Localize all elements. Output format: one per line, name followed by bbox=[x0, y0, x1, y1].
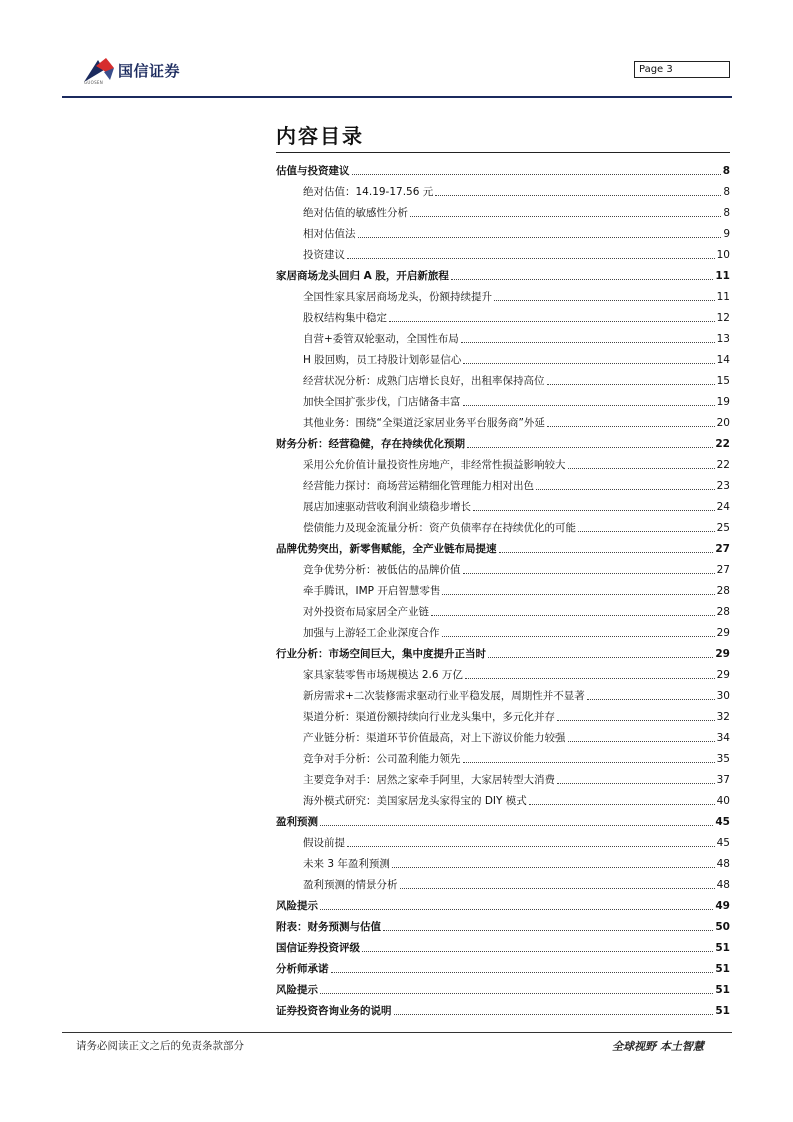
toc-subsection-entry[interactable] bbox=[276, 221, 730, 242]
toc-entry-label: 股权结构集中稳定 bbox=[303, 312, 387, 324]
toc-entry-page: 45 bbox=[715, 816, 730, 828]
toc-section-entry[interactable] bbox=[276, 998, 730, 1019]
toc-dot-leader bbox=[442, 636, 715, 637]
toc-dot-leader bbox=[461, 342, 715, 343]
toc-entry-page: 48 bbox=[716, 858, 730, 870]
toc-subsection-entry[interactable] bbox=[276, 851, 730, 872]
toc-section-entry[interactable] bbox=[276, 809, 730, 830]
toc-dot-leader bbox=[435, 195, 721, 196]
toc-entry-label: 盈利预测的情景分析 bbox=[303, 879, 398, 891]
toc-dot-leader bbox=[467, 447, 713, 448]
toc-entry-label: H 股回购，员工持股计划彰显信心 bbox=[303, 354, 462, 366]
toc-dot-leader bbox=[568, 741, 715, 742]
toc-subsection-entry[interactable] bbox=[276, 452, 730, 473]
toc-dot-leader bbox=[568, 468, 715, 469]
toc-entry-page: 24 bbox=[716, 501, 730, 513]
toc-subsection-entry[interactable] bbox=[276, 599, 730, 620]
toc-entry-page: 51 bbox=[715, 942, 730, 954]
toc-dot-leader bbox=[578, 531, 715, 532]
toc-dot-leader bbox=[431, 615, 715, 616]
toc-subsection-entry[interactable] bbox=[276, 578, 730, 599]
toc-entry-page: 51 bbox=[715, 963, 730, 975]
logo-text: 国信证券 bbox=[118, 62, 181, 80]
toc-entry-page: 23 bbox=[716, 480, 730, 492]
toc-entry-label: 竞争对手分析：公司盈利能力领先 bbox=[303, 753, 461, 765]
toc-dot-leader bbox=[451, 279, 713, 280]
toc-entry-page: 14 bbox=[716, 354, 730, 366]
toc-entry-page: 11 bbox=[715, 270, 730, 282]
toc-entry-page: 15 bbox=[716, 375, 730, 387]
toc-dot-leader bbox=[442, 594, 714, 595]
toc-subsection-entry[interactable] bbox=[276, 389, 730, 410]
toc-entry-label: 全国性家具家居商场龙头，份额持续提升 bbox=[303, 291, 492, 303]
toc-entry-label: 经营状况分析：成熟门店增长良好，出租率保持高位 bbox=[303, 375, 545, 387]
toc-subsection-entry[interactable] bbox=[276, 557, 730, 578]
toc-dot-leader bbox=[320, 825, 713, 826]
toc-section-entry[interactable] bbox=[276, 956, 730, 977]
toc-entry-label: 国信证券投资评级 bbox=[276, 942, 360, 954]
toc-subsection-entry[interactable] bbox=[276, 326, 730, 347]
footer-divider bbox=[62, 1032, 732, 1033]
toc-entry-page: 29 bbox=[716, 669, 730, 681]
toc-entry-page: 51 bbox=[715, 1005, 730, 1017]
toc-dot-leader bbox=[362, 951, 713, 952]
toc-entry-page: 40 bbox=[716, 795, 730, 807]
toc-entry-page: 22 bbox=[716, 459, 730, 471]
toc-entry-page: 9 bbox=[723, 228, 730, 240]
toc-dot-leader bbox=[499, 552, 714, 553]
toc-subsection-entry[interactable] bbox=[276, 200, 730, 221]
toc-section-entry[interactable] bbox=[276, 893, 730, 914]
toc-entry-label: 加快全国扩张步伐，门店储备丰富 bbox=[303, 396, 461, 408]
toc-entry-label: 盈利预测 bbox=[276, 816, 318, 828]
toc-entry-label: 经营能力探讨：商场营运精细化管理能力相对出色 bbox=[303, 480, 534, 492]
toc-entry-label: 投资建议 bbox=[303, 249, 345, 261]
toc-entry-label: 家居商场龙头回归 A 股，开启新旅程 bbox=[276, 270, 449, 282]
toc-dot-leader bbox=[383, 930, 713, 931]
toc-entry-label: 财务分析：经营稳健，存在持续优化预期 bbox=[276, 438, 465, 450]
company-logo bbox=[82, 56, 212, 88]
toc-subsection-entry[interactable] bbox=[276, 767, 730, 788]
toc-entry-page: 8 bbox=[722, 165, 730, 177]
toc-entry-label: 加强与上游轻工企业深度合作 bbox=[303, 627, 440, 639]
toc-entry-page: 13 bbox=[716, 333, 730, 345]
toc-dot-leader bbox=[463, 573, 715, 574]
toc-section-entry[interactable] bbox=[276, 536, 730, 557]
toc-subsection-entry[interactable] bbox=[276, 305, 730, 326]
toc-dot-leader bbox=[410, 216, 721, 217]
toc-dot-leader bbox=[557, 720, 715, 721]
toc-entry-label: 采用公允价值计量投资性房地产，非经常性损益影响较大 bbox=[303, 459, 566, 471]
toc-entry-page: 51 bbox=[715, 984, 730, 996]
logo-subtext: GUOSEN bbox=[84, 80, 104, 85]
toc-section-entry[interactable] bbox=[276, 641, 730, 662]
toc-entry-label: 相对估值法 bbox=[303, 228, 356, 240]
toc-dot-leader bbox=[465, 678, 715, 679]
toc-entry-page: 8 bbox=[723, 207, 730, 219]
toc-dot-leader bbox=[331, 972, 714, 973]
toc-entry-page: 37 bbox=[716, 774, 730, 786]
toc-dot-leader bbox=[400, 888, 715, 889]
toc-subsection-entry[interactable] bbox=[276, 284, 730, 305]
page-number-box: Page 3 bbox=[634, 61, 730, 78]
toc-subsection-entry[interactable] bbox=[276, 179, 730, 200]
toc-dot-leader bbox=[488, 657, 713, 658]
toc-dot-leader bbox=[473, 510, 715, 511]
toc-subsection-entry[interactable] bbox=[276, 662, 730, 683]
toc-entry-label: 估值与投资建议 bbox=[276, 165, 350, 177]
toc-entry-label: 风险提示 bbox=[276, 984, 318, 996]
toc-entry-label: 风险提示 bbox=[276, 900, 318, 912]
toc-dot-leader bbox=[536, 489, 715, 490]
toc-entry-label: 偿债能力及现金流量分析：资产负债率存在持续优化的可能 bbox=[303, 522, 576, 534]
toc-dot-leader bbox=[320, 993, 713, 994]
toc-section-entry[interactable] bbox=[276, 158, 730, 179]
toc-entry-page: 45 bbox=[716, 837, 730, 849]
toc-subsection-entry[interactable] bbox=[276, 473, 730, 494]
toc-subsection-entry[interactable] bbox=[276, 830, 730, 851]
toc-entry-label: 品牌优势突出，新零售赋能，全产业链布局提速 bbox=[276, 543, 497, 555]
toc-dot-leader bbox=[463, 405, 715, 406]
toc-entry-label: 竞争优势分析：被低估的品牌价值 bbox=[303, 564, 461, 576]
toc-subsection-entry[interactable] bbox=[276, 410, 730, 431]
toc-entry-label: 新房需求+二次装修需求驱动行业平稳发展，周期性并不显著 bbox=[303, 690, 585, 702]
toc-title: 内容目录 bbox=[276, 124, 364, 148]
footer-disclaimer: 请务必阅读正文之后的免责条款部分 bbox=[76, 1040, 244, 1052]
toc-entry-label: 证券投资咨询业务的说明 bbox=[276, 1005, 392, 1017]
toc-entry-label: 海外模式研究：美国家居龙头家得宝的 DIY 模式 bbox=[303, 795, 527, 807]
toc-entry-page: 48 bbox=[716, 879, 730, 891]
toc-section-entry[interactable] bbox=[276, 914, 730, 935]
toc-section-entry[interactable] bbox=[276, 977, 730, 998]
footer-slogan: 全球视野 本土智慧 bbox=[612, 1040, 704, 1053]
toc-subsection-entry[interactable] bbox=[276, 872, 730, 893]
toc-entry-label: 附表：财务预测与估值 bbox=[276, 921, 381, 933]
toc-dot-leader bbox=[463, 363, 714, 364]
toc-entry-page: 28 bbox=[716, 585, 730, 597]
table-of-contents bbox=[276, 158, 730, 1019]
toc-dot-leader bbox=[529, 804, 715, 805]
toc-entry-label: 自营+委管双轮驱动，全国性布局 bbox=[303, 333, 459, 345]
toc-section-entry[interactable] bbox=[276, 263, 730, 284]
toc-entry-page: 19 bbox=[716, 396, 730, 408]
toc-subsection-entry[interactable] bbox=[276, 242, 730, 263]
toc-entry-page: 10 bbox=[716, 249, 730, 261]
toc-entry-page: 22 bbox=[715, 438, 730, 450]
toc-dot-leader bbox=[494, 300, 715, 301]
toc-subsection-entry[interactable] bbox=[276, 725, 730, 746]
toc-entry-page: 12 bbox=[716, 312, 730, 324]
toc-entry-page: 49 bbox=[715, 900, 730, 912]
toc-entry-label: 假设前提 bbox=[303, 837, 345, 849]
toc-entry-page: 28 bbox=[716, 606, 730, 618]
toc-dot-leader bbox=[463, 762, 715, 763]
toc-entry-page: 29 bbox=[716, 627, 730, 639]
toc-subsection-entry[interactable] bbox=[276, 515, 730, 536]
toc-title-divider bbox=[276, 152, 730, 153]
toc-dot-leader bbox=[392, 867, 715, 868]
toc-entry-label: 对外投资布局家居全产业链 bbox=[303, 606, 429, 618]
toc-dot-leader bbox=[394, 1014, 714, 1015]
toc-entry-page: 35 bbox=[716, 753, 730, 765]
toc-entry-label: 产业链分析：渠道环节价值最高，对上下游议价能力较强 bbox=[303, 732, 566, 744]
toc-entry-page: 8 bbox=[723, 186, 730, 198]
toc-dot-leader bbox=[347, 258, 715, 259]
toc-entry-label: 分析师承诺 bbox=[276, 963, 329, 975]
toc-entry-label: 其他业务：围绕“全渠道泛家居业务平台服务商”外延 bbox=[303, 417, 545, 429]
toc-dot-leader bbox=[547, 384, 715, 385]
toc-entry-page: 11 bbox=[716, 291, 730, 303]
toc-subsection-entry[interactable] bbox=[276, 368, 730, 389]
toc-subsection-entry[interactable] bbox=[276, 494, 730, 515]
toc-entry-label: 绝对估值的敏感性分析 bbox=[303, 207, 408, 219]
toc-subsection-entry[interactable] bbox=[276, 746, 730, 767]
toc-entry-page: 25 bbox=[716, 522, 730, 534]
toc-entry-label: 未来 3 年盈利预测 bbox=[303, 858, 390, 870]
toc-dot-leader bbox=[347, 846, 715, 847]
toc-dot-leader bbox=[320, 909, 713, 910]
toc-dot-leader bbox=[557, 783, 715, 784]
toc-subsection-entry[interactable] bbox=[276, 788, 730, 809]
toc-entry-page: 29 bbox=[715, 648, 730, 660]
toc-entry-label: 渠道分析：渠道份额持续向行业龙头集中，多元化并存 bbox=[303, 711, 555, 723]
toc-section-entry[interactable] bbox=[276, 935, 730, 956]
header-divider bbox=[62, 96, 732, 98]
toc-subsection-entry[interactable] bbox=[276, 704, 730, 725]
toc-entry-page: 34 bbox=[716, 732, 730, 744]
toc-subsection-entry[interactable] bbox=[276, 620, 730, 641]
toc-dot-leader bbox=[389, 321, 715, 322]
toc-dot-leader bbox=[358, 237, 722, 238]
toc-entry-page: 20 bbox=[716, 417, 730, 429]
toc-entry-page: 32 bbox=[716, 711, 730, 723]
toc-entry-label: 展店加速驱动营收利润业绩稳步增长 bbox=[303, 501, 471, 513]
toc-dot-leader bbox=[352, 174, 721, 175]
toc-entry-label: 主要竞争对手：居然之家牵手阿里，大家居转型大消费 bbox=[303, 774, 555, 786]
toc-dot-leader bbox=[547, 426, 715, 427]
toc-subsection-entry[interactable] bbox=[276, 683, 730, 704]
toc-entry-label: 行业分析：市场空间巨大，集中度提升正当时 bbox=[276, 648, 486, 660]
toc-entry-label: 家具家装零售市场规模达 2.6 万亿 bbox=[303, 669, 463, 681]
toc-entry-page: 27 bbox=[715, 543, 730, 555]
toc-entry-label: 绝对估值：14.19-17.56 元 bbox=[303, 186, 434, 198]
toc-entry-page: 30 bbox=[716, 690, 730, 702]
toc-section-entry[interactable] bbox=[276, 431, 730, 452]
toc-entry-page: 27 bbox=[716, 564, 730, 576]
toc-entry-label: 牵手腾讯，IMP 开启智慧零售 bbox=[303, 585, 441, 597]
toc-dot-leader bbox=[587, 699, 715, 700]
toc-entry-page: 50 bbox=[715, 921, 730, 933]
toc-subsection-entry[interactable] bbox=[276, 347, 730, 368]
